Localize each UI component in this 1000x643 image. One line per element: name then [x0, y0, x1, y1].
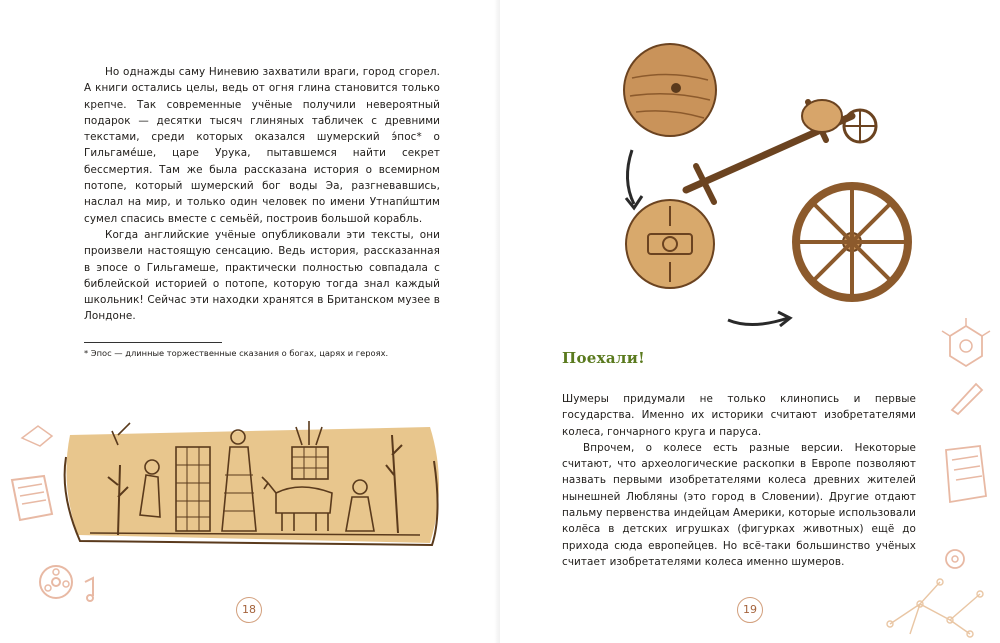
- wheel-evolution-illustration: [612, 30, 922, 330]
- left-paragraph-2: Когда английские учёные опубликовали эти тексты, они произвели настоящую сенсацию. Ведь история, рассказанная в эпосе о Гильгамеше, практически полностью совпадала с библейской историей о потопе, которую тогда знал каждый школьник! Сейчас эти находки хранятся в Британском музее в Лондоне.: [84, 228, 440, 323]
- page-number-right: 19: [737, 597, 763, 623]
- origami-doodle: [18, 420, 58, 450]
- section-heading: Поехали!: [562, 349, 646, 367]
- right-page: [500, 0, 1000, 643]
- right-paragraph-2: Впрочем, о колесе есть разные версии. Некоторые считают, что археологические раскопки в Европе позволяют назвать первыми изобретателями колеса древних жителей нынешней Любляны (это город в Словении). Другие отдают пальму первенства индейцам Америки, которые использовали колёса в детских игрушках (фигурках животных) ещё до прихода сюда европейцев. Но всё-таки большинство учёных считает изобретателями колеса именно шумеров.: [562, 441, 916, 568]
- right-paragraph-1: Шумеры придумали не только клинопись и первые государства. Именно их историки считают изобретателями колеса, гончарного круга и паруса.: [562, 393, 916, 438]
- left-paragraph-1: Но однажды саму Ниневию захватили враги, город сгорел. А книги остались целы, ведь от огня глина становится только крепче. Так современные учёные получили невероятный подарок — десятки тысяч глиняных табличек с древними текстами, среди которых оказался шумерский э́пос* о Гильгаме́ше, царе Урука, пытавшемся найти секрет бессмертия. Там же была рассказана история о всемирном потопе, который шумерский бог воды Эа, разгневавшись, наслал на мир, и только один человек по имени Утнапи́штим сумел спасись вместе с семьёй, построив большой корабль.: [84, 66, 440, 225]
- page-number-left: 18: [236, 597, 262, 623]
- footnote-rule: [84, 342, 222, 343]
- scroll-doodle-right: [936, 440, 996, 510]
- gear-doodle: [940, 544, 970, 574]
- film-reel-doodle: [30, 552, 110, 612]
- left-main-text: [84, 64, 440, 325]
- network-doodle: [880, 574, 998, 640]
- footnote: * Эпос — длинные торжественные сказания о богах, царях и героях.: [84, 348, 389, 358]
- pencil-doodle: [946, 376, 986, 416]
- molecule-doodle: [936, 316, 996, 376]
- scroll-doodle: [4, 470, 64, 530]
- right-main-text: [562, 391, 916, 570]
